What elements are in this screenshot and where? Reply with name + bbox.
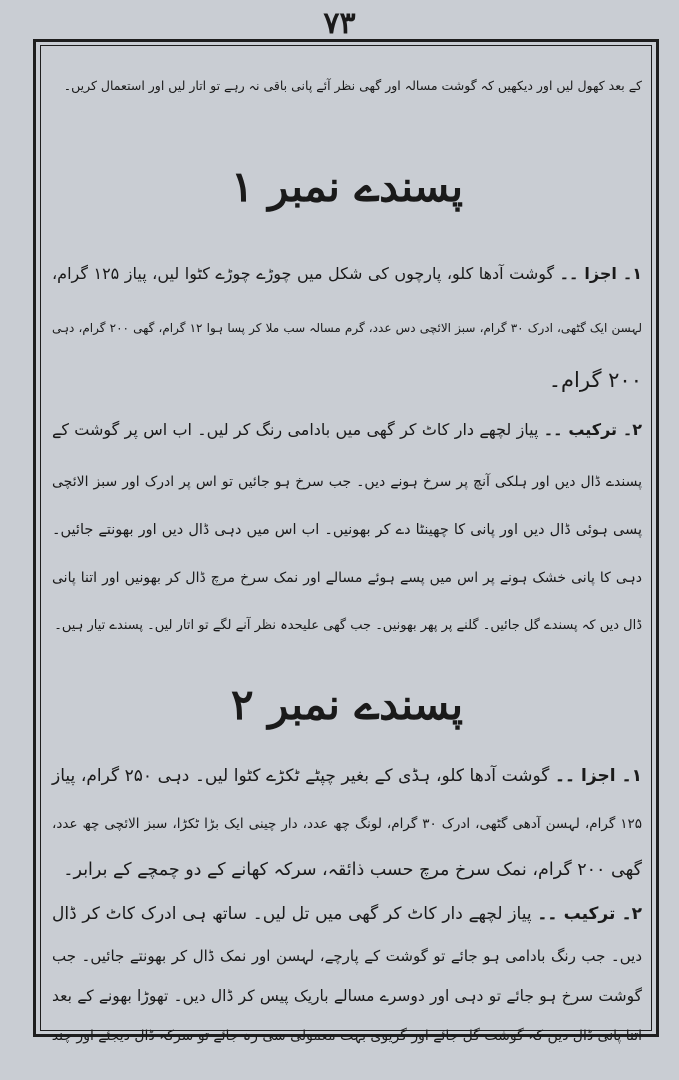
- intro-line: کے بعد کھول لیں اور دیکھیں کہ گوشت مسالہ اور گھی نظر آئے پانی باقی نہ رہے تو اتار لیں اور استعمال کریں۔: [63, 78, 642, 93]
- section-1-method-line-3: پسی ہوئی ڈال دیں اور پانی کا چھینٹا دے کر بھونیں۔ اب اس میں دہی ڈال دیں اور بھونتے جائیں۔: [52, 522, 642, 538]
- section-1-method-line-4: دہی کا پانی خشک ہونے پر اس میں پسے ہوئے مسالے اور نمک سرخ مرچ ڈال کر بھونیں اور اتنا پانی: [52, 570, 642, 586]
- section-2-method-line-4: اتنا پانی ڈال دیں کہ گوشت گل جائے اور گریوی بہت معمولی سی رہ جائے تو سرکہ ڈال دیجئے اور چند: [51, 1028, 642, 1044]
- section-2-ingredients-line-3: گھی ۲۰۰ گرام، نمک سرخ مرچ حسب ذائقہ، سرکہ کھانے کے دو چمچے کے برابر۔: [63, 860, 642, 880]
- section-2-title: پسندے نمبر ۲: [230, 680, 464, 729]
- section-1-method-line-2: پسندے ڈال دیں اور ہلکی آنچ پر سرخ ہونے دیں۔ جب سرخ ہو جائیں تو اس پر ادرک اور سبز الائچی: [52, 474, 642, 490]
- section-2-ingredients-line-2: ۱۲۵ گرام، لہسن آدھی گٹھی، ادرک ۳۰ گرام، لونگ چھ عدد، دار چینی ایک بڑا ٹکڑا، سبز الائچی چھ عدد،: [52, 816, 642, 832]
- section-1-ingredients-label: ۱۔ اجزا ۔۔: [559, 264, 642, 283]
- page-number: ۷۳: [323, 6, 356, 41]
- section-2-method-line-3: گوشت سرخ ہو جائے تو دہی اور دوسرے مسالے باریک پیس کر ڈال دیں۔ تھوڑا بھونے کے بعد: [52, 987, 642, 1005]
- section-2-ingredients-label: ۱۔ اجزا ۔۔: [555, 766, 642, 786]
- section-2-method-line-2: دیں۔ جب رنگ بادامی ہو جائے تو گوشت کے پارچے، لہسن اور نمک ڈال کر بھونتے جائیں۔ جب: [52, 947, 642, 965]
- section-1-method-line-5: ڈال دیں کہ پسندے گل جائیں۔ گلنے پر پھر بھونیں۔ جب گھی علیحدہ نظر آنے لگے تو اتار لیں۔ پسندے تیار ہیں۔: [54, 618, 642, 633]
- section-1-ingredients-line-3: ۲۰۰ گرام۔: [548, 368, 642, 392]
- section-1-ingredients-line-2: لہسن ایک گٹھی، ادرک ۳۰ گرام، سبز الائچی دس عدد، گرم مسالہ سب ملا کر پسا ہوا ۱۲ گرام، گھی ۲۰۰ گرام، دہی: [52, 321, 643, 335]
- section-2-ingredients-line-1: ۱۔ اجزا ۔۔ گوشت آدھا کلو، ہڈی کے بغیر چپٹے ٹکڑے کٹوا لیں۔ دہی ۲۵۰ گرام، پیاز: [52, 766, 642, 786]
- page-content: [51, 58, 643, 1044]
- section-1-method-line-1: ۲۔ ترکیب ۔۔ پیاز لچھے دار کاٹ کر گھی میں بادامی رنگ کر لیں۔ اب اس پر گوشت کے: [52, 420, 642, 439]
- section-1-method-label: ۲۔ ترکیب ۔۔: [543, 420, 642, 439]
- section-2-method-line-1: ۲۔ ترکیب ۔۔ پیاز لچھے دار کاٹ کر گھی میں تل لیں۔ ساتھ ہی ادرک کاٹ کر ڈال: [52, 904, 642, 924]
- section-2-method-label: ۲۔ ترکیب ۔۔: [537, 904, 642, 924]
- section-1-title: پسندے نمبر ۱: [230, 162, 464, 211]
- section-1-ingredients-line-1: ۱۔ اجزا ۔۔ گوشت آدھا کلو، پارچوں کی شکل میں چوڑے چوڑے کٹوا لیں، پیاز ۱۲۵ گرام،: [52, 264, 642, 283]
